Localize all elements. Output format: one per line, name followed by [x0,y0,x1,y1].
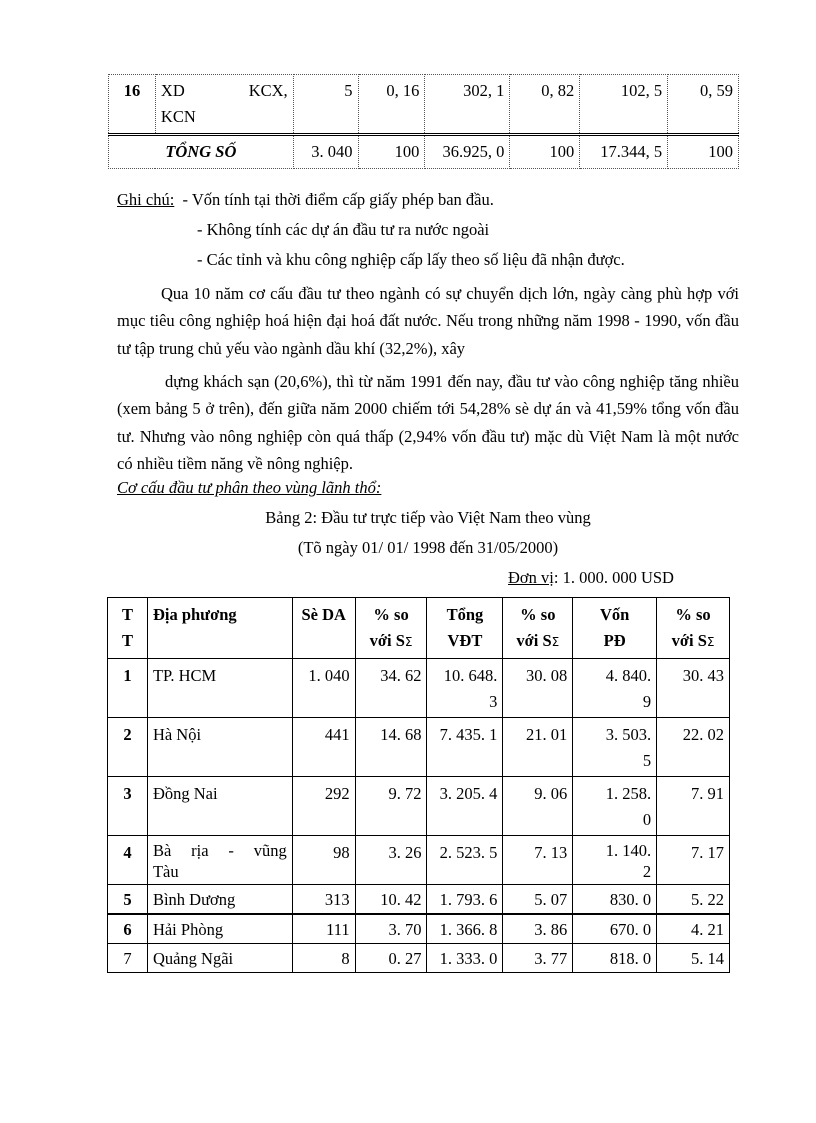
percent-legal: 5. 14 [657,944,730,973]
body-paragraph: dựng khách sạn (20,6%), thì từ năm 1991 đến nay, đầu tư vào công nghiệp tăng nhiều (xem bảng 5 ở trên), đến giữa năm 2000 chiếm tới 54,28% sè dự án và 41,59% tổng vốn đầu tư. Nhưng vào nông nghiệp còn quá thấp (2,94% vốn đầu tư) mặc dù Việt Nam là một nước có nhiều tiềm năng về nông nghiệp. [117,372,739,473]
row-number: 2 [108,718,148,777]
project-count: 111 [292,914,355,944]
total-investment: 10. 648. 3 [427,659,503,718]
project-percent: 0, 16 [358,75,425,135]
legal-capital: 1. 140. 2 [573,836,657,885]
note-line: - Không tính các dự án đầu tư ra nước ngoài [197,220,490,239]
legal-capital: 670. 0 [573,914,657,944]
unit-value: : 1. 000. 000 USD [553,568,674,587]
legal-capital: 102, 5 [580,75,668,135]
header-region: Địa phương [147,598,292,659]
percent-projects: 34. 62 [355,659,427,718]
total-investment: 7. 435. 1 [427,718,503,777]
percent-projects: 14. 68 [355,718,427,777]
percent-investment: 3. 77 [503,944,573,973]
region-name: Quảng Ngãi [147,944,292,973]
total-investment: 3. 205. 4 [427,777,503,836]
total-row [109,135,739,169]
percent-investment: 9. 06 [503,777,573,836]
table-row [108,914,730,944]
percent-investment: 5. 07 [503,885,573,915]
unit-label [508,568,674,588]
total-investment: 2. 523. 5 [427,836,503,885]
total-label: TỔNG SỐ [109,135,294,169]
percent-legal: 7. 91 [657,777,730,836]
legal-capital: 830. 0 [573,885,657,915]
percent-investment: 30. 08 [503,659,573,718]
percent-projects: 9. 72 [355,777,427,836]
table-header-row [108,598,730,659]
project-count: 8 [292,944,355,973]
row-number: 3 [108,777,148,836]
total-legal-capital: 17.344, 5 [580,135,668,169]
percent-projects: 3. 70 [355,914,427,944]
project-count: 5 [293,75,358,135]
total-investment: 1. 793. 6 [427,885,503,915]
table-subtitle: (Tõ ngày 01/ 01/ 1998 đến 31/05/2000) [297,538,559,557]
percent-projects: 3. 26 [355,836,427,885]
legal-capital: 4. 840. 9 [573,659,657,718]
sector-investment-table [108,74,739,169]
total-investment: 1. 366. 8 [427,914,503,944]
row-number: 1 [108,659,148,718]
region-name: Hà Nội [147,718,292,777]
sector-name-cell [155,75,293,135]
regional-investment-table [107,597,730,973]
notes-block [117,185,742,275]
percent-projects: 10. 42 [355,885,427,915]
table-row [109,75,739,135]
region-name: Bà rịa - vũng Tàu [147,836,292,885]
total-investment: 1. 333. 0 [427,944,503,973]
percent-legal: 4. 21 [657,914,730,944]
legal-capital: 1. 258. 0 [573,777,657,836]
body-paragraph: Qua 10 năm cơ cấu đầu tư theo ngành có sự chuyển dịch lớn, ngày càng phù hợp với mục tiêu công nghiệp hoá hiện đại hoá đất nước. Nếu trong những năm 1998 - 1990, vốn đầu tư tập trung chủ yếu vào ngành dầu khí (32,2%), xây [117,284,739,358]
row-number: 4 [108,836,148,885]
header-total-investment: Tổng VĐT [427,598,503,659]
region-name: Đồng Nai [147,777,292,836]
percent-legal: 7. 17 [657,836,730,885]
row-number: 5 [108,885,148,915]
percent-investment: 3. 86 [503,914,573,944]
region-name: TP. HCM [147,659,292,718]
percent-legal: 5. 22 [657,885,730,915]
legal-capital: 3. 503. 5 [573,718,657,777]
total-investment-percent: 100 [510,135,580,169]
legal-percent: 0, 59 [668,75,739,135]
note-line: - Các tỉnh và khu công nghiệp cấp lấy theo số liệu đã nhận được. [197,250,625,269]
table-row [108,836,730,885]
project-count: 441 [292,718,355,777]
project-count: 313 [292,885,355,915]
investment-capital: 302, 1 [425,75,510,135]
header-legal-capital: Vốn PĐ [573,598,657,659]
section-heading: Cơ cấu đầu tư phân theo vùng lãnh thổ: [117,478,382,497]
header-percent-investment: % so với SΣ [503,598,573,659]
row-number: 7 [108,944,148,973]
table-row [108,885,730,915]
region-name: Hải Phòng [147,914,292,944]
project-count: 292 [292,777,355,836]
total-investment: 36.925, 0 [425,135,510,169]
row-number: 16 [109,75,156,135]
table-title: Bảng 2: Đầu tư trực tiếp vào Việt Nam theo vùng [265,508,591,527]
percent-legal: 30. 43 [657,659,730,718]
region-name: Bình Dương [147,885,292,915]
table-row [108,777,730,836]
row-number: 6 [108,914,148,944]
notes-label: Ghi chú: [117,190,175,209]
percent-projects: 0. 27 [355,944,427,973]
sector-name-word: XD [160,81,185,100]
percent-investment: 21. 01 [503,718,573,777]
header-project-count: Sè DA [292,598,355,659]
investment-percent: 0, 82 [510,75,580,135]
project-count: 1. 040 [292,659,355,718]
header-percent-projects: % so với SΣ [355,598,427,659]
legal-capital: 818. 0 [573,944,657,973]
total-project-percent: 100 [358,135,425,169]
table-row [108,718,730,777]
percent-legal: 22. 02 [657,718,730,777]
unit-caption: Đơn vị [508,568,554,587]
project-count: 98 [292,836,355,885]
table-row [108,659,730,718]
total-legal-percent: 100 [668,135,739,169]
table-row [108,944,730,973]
header-percent-legal: % so với SΣ [657,598,730,659]
sector-name-line2: KCN [160,107,196,126]
percent-investment: 7. 13 [503,836,573,885]
note-line: - Vốn tính tại thời điểm cấp giấy phép ban đầu. [182,190,494,209]
sector-name-word: KCX, [248,81,288,100]
total-project-count: 3. 040 [293,135,358,169]
header-tt: T T [108,598,148,659]
